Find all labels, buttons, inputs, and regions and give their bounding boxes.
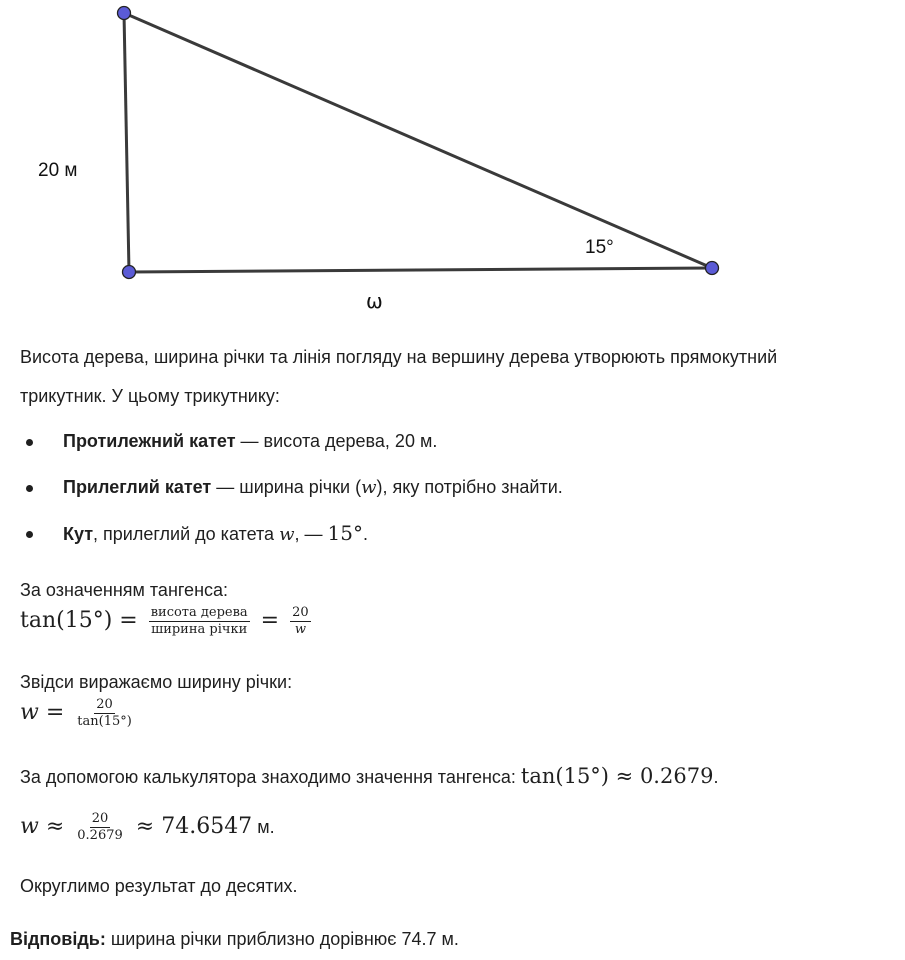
bullet-dot [26,531,33,538]
equals-sign: = [45,700,65,726]
math-var: w [279,524,295,545]
vertex-top [118,7,131,20]
calc-period: . [713,767,719,787]
bullet-text: ), яку потрібно знайти. [376,477,563,497]
bullet-dot [26,485,33,492]
fraction-numerator: 20 [91,811,109,826]
answer-label: Відповідь: [10,929,106,949]
calc-line [20,760,718,794]
fraction-denominator: tan(15°) [77,713,132,729]
result-equation [20,812,275,842]
list-item [20,470,563,516]
triangle-side-vertical [124,13,129,272]
bullet-term: Кут [63,524,94,544]
intro-line-2: трикутник. У цьому трикутнику: [20,386,280,406]
tangent-lhs: tan(15°) = [20,608,138,634]
bullet-text: — ширина річки ( [211,477,362,497]
result-unit: м. [252,817,275,838]
bullet-dot [26,439,33,446]
math-var: w [361,477,377,498]
math-var: w [20,814,39,840]
math-var: w [20,700,39,726]
tangent-equation [20,606,315,636]
fraction-denominator: 0.2679 [77,827,123,843]
triangle-hypotenuse [124,13,712,268]
express-equation [20,698,138,728]
angle-label: 15° [585,237,614,258]
fraction-numerator: висота дерева [150,605,248,620]
fraction-20-0-2679 [75,812,125,842]
base-label: ω [366,289,383,313]
vertex-bottom-right [706,262,719,275]
fraction-height-width [149,606,250,636]
bullet-term: Протилежний катет [63,431,236,451]
answer-line [10,925,459,954]
equals-sign: = [260,608,280,634]
bullet-list [20,424,563,562]
fraction-20-w [290,606,311,636]
triangle-side-base [129,268,712,272]
round-text: Округлимо результат до десятих. [20,876,298,896]
list-item [20,516,563,562]
vertex-bottom-left [123,266,136,279]
fraction-numerator: 20 [96,697,113,712]
calc-text: За допомогою калькулятора знаходимо значення тангенса: [20,767,521,787]
express-heading: Звідси виражаємо ширину річки: [20,672,293,692]
triangle-diagram [0,0,905,330]
fraction-20-tan [75,698,134,728]
answer-text: ширина річки приблизно дорівнює 74.7 м. [105,929,459,949]
bullet-text: — висота дерева, 20 м. [235,431,438,451]
fraction-denominator: ширина річки [151,621,248,637]
fraction-denominator: w [294,621,306,637]
tangent-heading: За означенням тангенса: [20,580,229,600]
side-label: 20 м [38,160,78,181]
bullet-text: , прилеглий до катета [93,524,280,544]
bullet-text: . [362,524,368,544]
math-angle: 15° [327,521,363,545]
calc-expression: tan(15°) ≈ 0.2679 [520,764,714,788]
intro-line-1: Висота дерева, ширина річки та лінія погляду на вершину дерева утворюють прямокутний [20,347,778,367]
approx-sign: ≈ [45,814,65,840]
result-value: ≈ 74.6547 [135,814,253,840]
bullet-text: , — [294,524,328,544]
list-item [20,424,563,470]
fraction-numerator: 20 [292,605,309,620]
bullet-term: Прилеглий катет [63,477,212,497]
